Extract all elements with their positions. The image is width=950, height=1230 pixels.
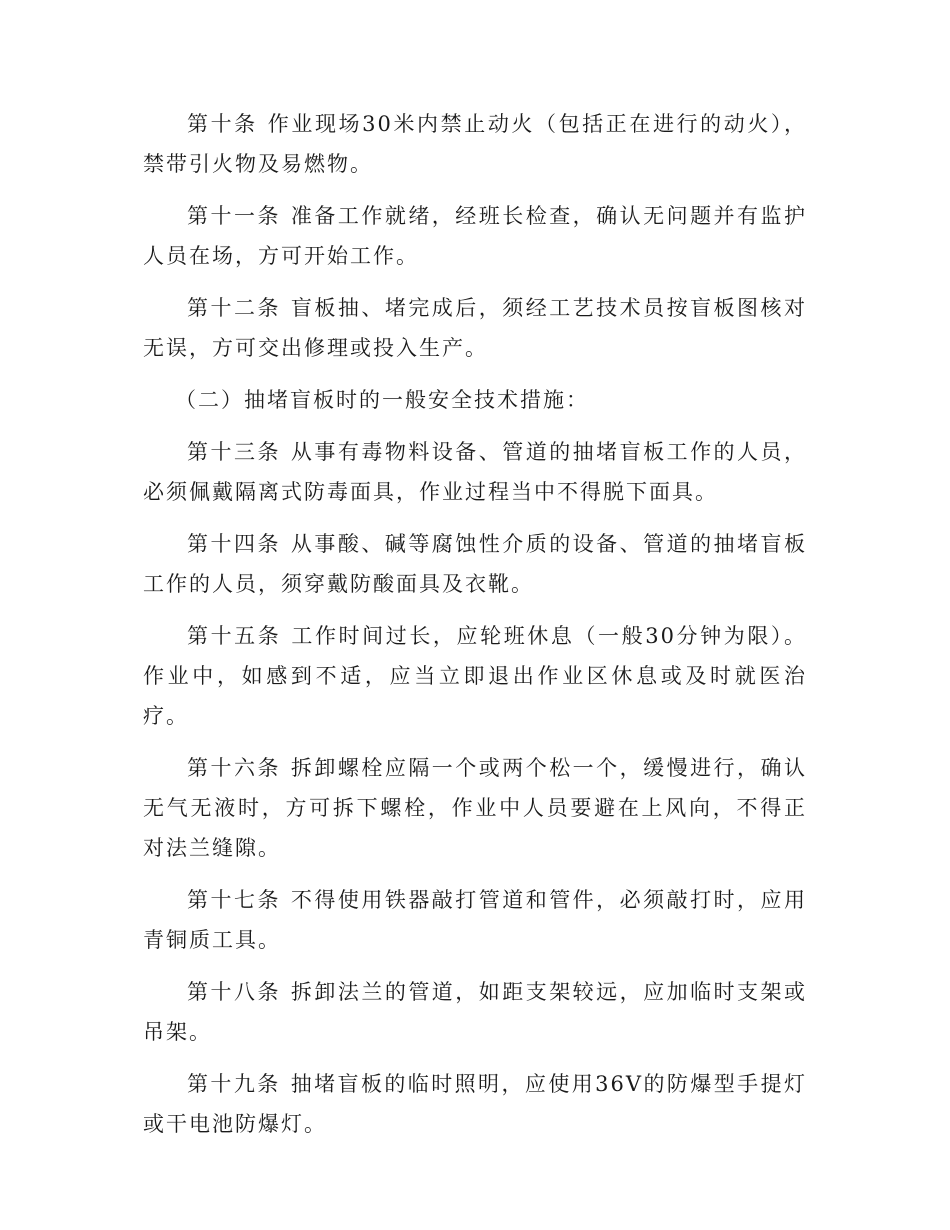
article-number: 第十九条 [187,1072,281,1096]
article-16 [143,748,807,868]
article-19 [143,1064,807,1144]
article-text: 从事酸、碱等腐蚀性介质的设备、管道的抽堵盲板工作的人员，须穿戴防酸面具及衣靴。 [143,532,807,596]
article-number: 第十二条 [187,296,281,320]
article-text: 盲板抽、堵完成后，须经工艺技术员按盲板图核对无误，方可交出修理或投入生产。 [143,296,807,360]
article-text: 作业现场30米内禁止动火（包括正在进行的动火），禁带引火物及易燃物。 [143,112,807,176]
article-number: 第十六条 [187,756,281,780]
article-15 [143,616,807,736]
section-heading: （二）抽堵盲板时的一般安全技术措施： [175,388,589,412]
article-number: 第十五条 [187,624,282,648]
article-number: 第十三条 [187,440,281,464]
article-18 [143,972,807,1052]
article-12 [143,288,807,368]
article-10 [143,104,807,184]
article-17 [143,880,807,960]
article-text: 从事有毒物料设备、管道的抽堵盲板工作的人员，必须佩戴隔离式防毒面具，作业过程当中不得脱下面具。 [143,440,807,504]
document-body [143,104,807,1156]
article-text: 不得使用铁器敲打管道和管件，必须敲打时，应用青铜质工具。 [143,888,807,952]
article-text: 拆卸法兰的管道，如距支架较远，应加临时支架或吊架。 [143,980,807,1044]
article-text: 拆卸螺栓应隔一个或两个松一个，缓慢进行，确认无气无液时，方可拆下螺栓，作业中人员要避在上风向，不得正对法兰缝隙。 [143,756,807,860]
article-number: 第十一条 [187,204,281,228]
article-13 [143,432,807,512]
article-text: 抽堵盲板的临时照明，应使用36V的防爆型手提灯或干电池防爆灯。 [143,1072,807,1136]
article-number: 第十四条 [187,532,281,556]
article-11 [143,196,807,276]
article-text: 准备工作就绪，经班长检查，确认无问题并有监护人员在场，方可开始工作。 [143,204,807,268]
article-number: 第十七条 [187,888,281,912]
article-number: 第十八条 [187,980,281,1004]
article-number: 第十条 [187,112,258,136]
article-text: 工作时间过长，应轮班休息（一般30分钟为限）。作业中，如感到不适，应当立即退出作业区休息或及时就医治疗。 [143,624,807,728]
article-14 [143,524,807,604]
